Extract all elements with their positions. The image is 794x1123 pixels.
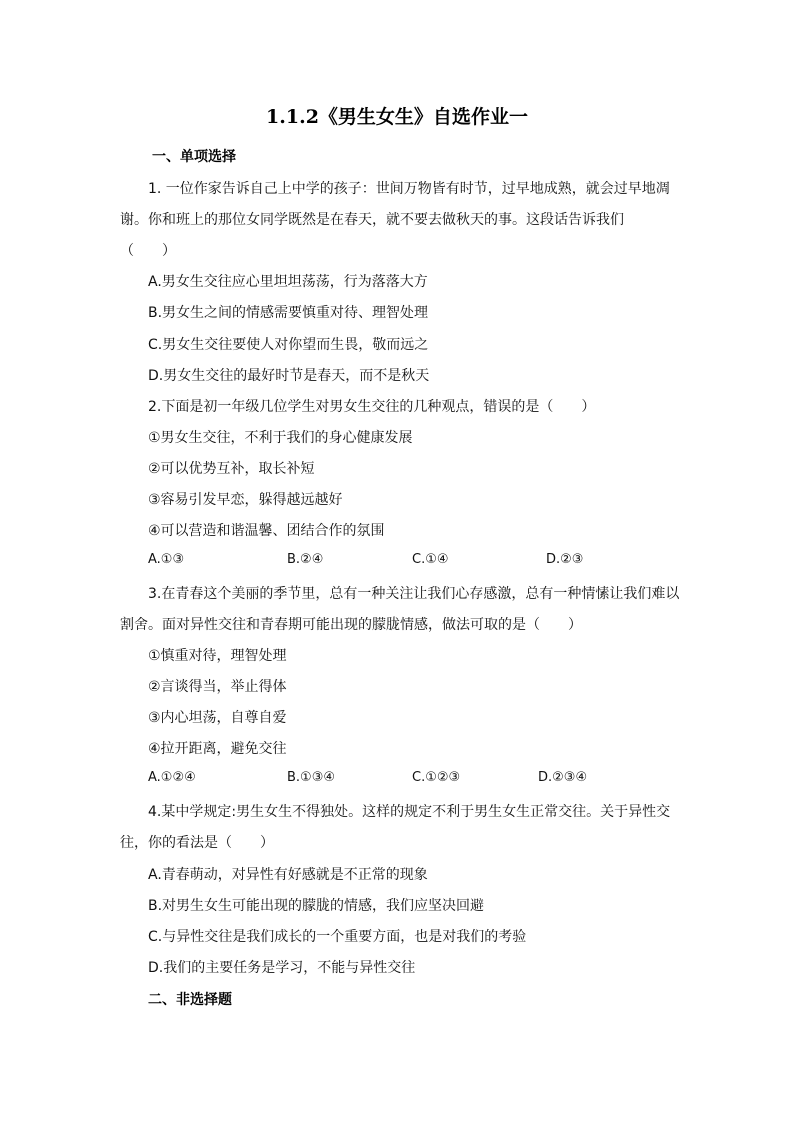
q4-option-a: A.青春萌动，对异性有好感就是不正常的现象	[148, 867, 428, 883]
q4-option-b: B.对男生女生可能出现的朦胧的情感，我们应坚决回避	[148, 898, 485, 914]
q3-choice-b: B.①③④	[287, 770, 336, 785]
q1-option-a: A.男女生交往应心里坦坦荡荡，行为落落大方	[148, 274, 428, 290]
q4-stem-line-2: 往，你的看法是（ ）	[120, 835, 274, 851]
q4-option-c: C.与异性交往是我们成长的一个重要方面，也是对我们的考验	[148, 929, 527, 945]
q3-statement-2: ②言谈得当，举止得体	[148, 679, 287, 695]
q2-stem: 2.下面是初一年级几位学生对男女生交往的几种观点，错误的是（ ）	[148, 399, 596, 415]
page-title: 1.1.2《男生女生》自选作业一	[266, 106, 528, 128]
section-heading-single-choice: 一、单项选择	[152, 149, 236, 165]
q1-stem-line-2: 谢。你和班上的那位女同学既然是在春天，就不要去做秋天的事。这段话告诉我们	[120, 212, 624, 228]
q1-stem-line-1: 1. 一位作家告诉自己上中学的孩子：世间万物皆有时节，过早地成熟，就会过早地凋	[148, 181, 670, 197]
q3-choice-d: D.②③④	[538, 770, 588, 785]
q3-statement-4: ④拉开距离，避免交往	[148, 741, 287, 757]
q1-stem-line-3: （ ）	[120, 243, 176, 259]
q1-option-c: C.男女生交往要使人对你望而生畏，敬而远之	[148, 337, 429, 353]
q2-choice-d: D.②③	[546, 552, 584, 567]
q2-choice-b: B.②④	[287, 552, 324, 567]
q3-statement-1: ①慎重对待，理智处理	[148, 648, 287, 664]
q1-option-b: B.男女生之间的情感需要慎重对待、理智处理	[148, 305, 429, 321]
q3-statement-3: ③内心坦荡，自尊自爱	[148, 710, 287, 726]
q2-choice-c: C.①④	[412, 552, 449, 567]
q2-statement-1: ①男女生交往，不利于我们的身心健康发展	[148, 430, 413, 446]
q3-stem-line-2: 割舍。面对异性交往和青春期可能出现的朦胧情感，做法可取的是（ ）	[120, 617, 582, 633]
q1-option-d: D.男女生交往的最好时节是春天，而不是秋天	[148, 368, 430, 384]
q2-statement-3: ③容易引发早恋，躲得越远越好	[148, 492, 343, 508]
q4-stem-line-1: 4.某中学规定:男生女生不得独处。这样的规定不利于男生女生正常交往。关于异性交	[148, 804, 671, 820]
q2-statement-4: ④可以营造和谐温馨、团结合作的氛围	[148, 523, 385, 539]
q3-choice-c: C.①②③	[412, 770, 461, 785]
q2-choice-a: A.①③	[148, 552, 185, 567]
q4-option-d: D.我们的主要任务是学习，不能与异性交往	[148, 960, 416, 976]
q3-stem-line-1: 3.在青春这个美丽的季节里，总有一种关注让我们心存感激，总有一种情愫让我们难以	[148, 586, 680, 602]
section-heading-non-choice: 二、非选择题	[148, 992, 232, 1008]
q3-choice-a: A.①②④	[148, 770, 196, 785]
q2-statement-2: ②可以优势互补，取长补短	[148, 461, 315, 477]
